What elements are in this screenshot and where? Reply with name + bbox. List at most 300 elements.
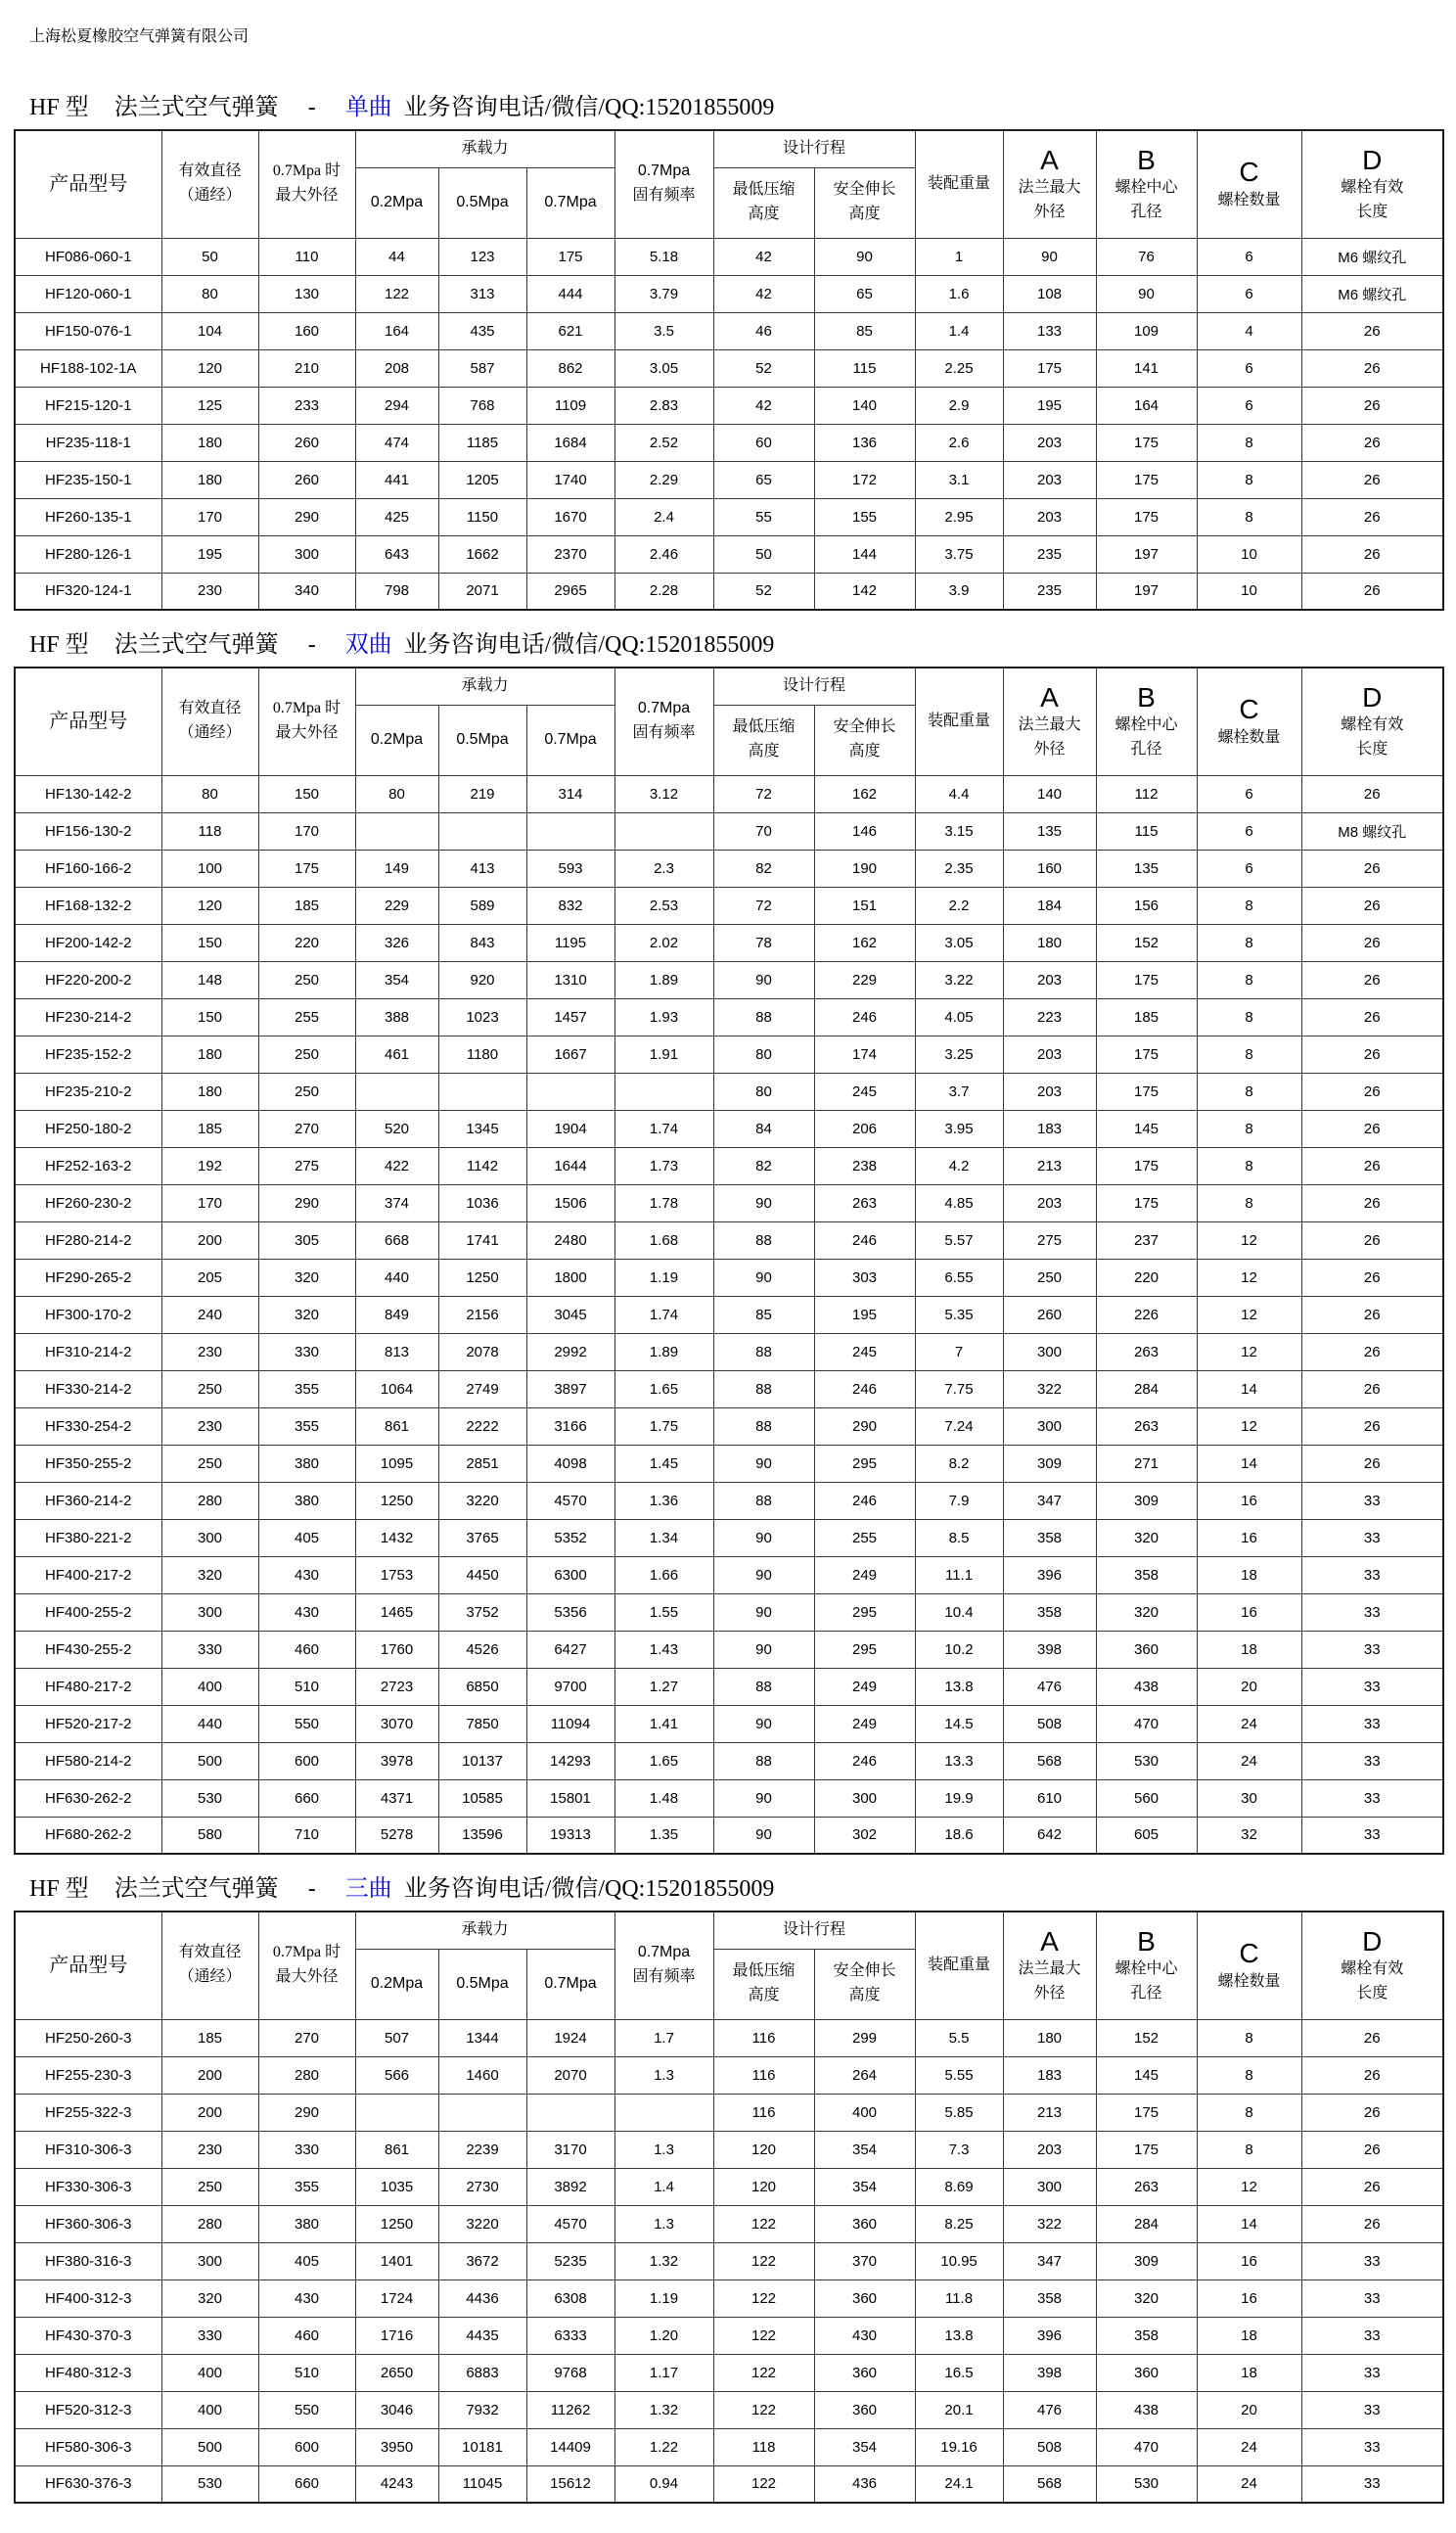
cell-a-flange-max-od: 175 bbox=[1003, 349, 1096, 387]
cell-load-05mpa: 3765 bbox=[438, 1519, 526, 1556]
cell-load-05mpa: 10585 bbox=[438, 1779, 526, 1817]
cell-d-bolt-effective-length: 26 bbox=[1301, 887, 1443, 924]
cell-d-bolt-effective-length: 26 bbox=[1301, 312, 1443, 349]
cell-load-07mpa: 3045 bbox=[526, 1296, 614, 1333]
col-header-load-07mpa: 0.7Mpa bbox=[526, 705, 614, 775]
cell-safe-extended-height: 136 bbox=[814, 424, 915, 461]
cell-load-05mpa: 587 bbox=[438, 349, 526, 387]
cell-d-bolt-effective-length: 26 bbox=[1301, 1445, 1443, 1482]
cell-load-02mpa: 4371 bbox=[355, 1779, 438, 1817]
cell-assembly-weight: 5.85 bbox=[915, 2094, 1003, 2131]
cell-natural-frequency: 1.73 bbox=[614, 1147, 713, 1184]
cell-product-model: HF235-118-1 bbox=[15, 424, 161, 461]
cell-load-05mpa: 1741 bbox=[438, 1221, 526, 1259]
cell-load-07mpa: 314 bbox=[526, 775, 614, 812]
cell-assembly-weight: 7.3 bbox=[915, 2131, 1003, 2168]
col-header-max-outer-diameter: 0.7Mpa 时 最大外径 bbox=[258, 668, 355, 775]
cell-load-02mpa: 208 bbox=[355, 349, 438, 387]
cell-load-05mpa: 1250 bbox=[438, 1259, 526, 1296]
cell-d-bolt-effective-length: 26 bbox=[1301, 1407, 1443, 1445]
cell-load-07mpa: 832 bbox=[526, 887, 614, 924]
cell-d-bolt-effective-length: 33 bbox=[1301, 2465, 1443, 2503]
cell-natural-frequency: 1.43 bbox=[614, 1631, 713, 1668]
cell-b-bolt-circle-diameter: 175 bbox=[1096, 2094, 1197, 2131]
table-row bbox=[15, 1482, 1443, 1519]
title-contact-info: 业务咨询电话/微信/QQ:15201855009 bbox=[403, 632, 775, 658]
col-header-b-bolt-circle-diameter: B 螺栓中心 孔径 bbox=[1096, 130, 1197, 238]
col-header-effective-diameter: 有效直径 （通经） bbox=[161, 668, 258, 775]
cell-load-02mpa bbox=[355, 1073, 438, 1110]
cell-d-bolt-effective-length: 26 bbox=[1301, 2056, 1443, 2094]
cell-a-flange-max-od: 203 bbox=[1003, 1073, 1096, 1110]
cell-effective-diameter: 185 bbox=[161, 1110, 258, 1147]
cell-c-bolt-count: 12 bbox=[1197, 1407, 1301, 1445]
cell-effective-diameter: 195 bbox=[161, 535, 258, 573]
cell-assembly-weight: 3.15 bbox=[915, 812, 1003, 850]
cell-load-05mpa: 2071 bbox=[438, 573, 526, 610]
cell-min-compressed-height: 88 bbox=[713, 1482, 814, 1519]
cell-natural-frequency: 1.35 bbox=[614, 1817, 713, 1854]
cell-safe-extended-height: 140 bbox=[814, 387, 915, 424]
cell-safe-extended-height: 249 bbox=[814, 1668, 915, 1705]
cell-safe-extended-height: 360 bbox=[814, 2205, 915, 2242]
cell-assembly-weight: 4.4 bbox=[915, 775, 1003, 812]
cell-load-02mpa: 643 bbox=[355, 535, 438, 573]
col-header-d-bolt-effective-length: D 螺栓有效 长度 bbox=[1301, 130, 1443, 238]
cell-min-compressed-height: 70 bbox=[713, 812, 814, 850]
cell-load-05mpa: 1185 bbox=[438, 424, 526, 461]
cell-b-bolt-circle-diameter: 237 bbox=[1096, 1221, 1197, 1259]
cell-load-05mpa: 4436 bbox=[438, 2280, 526, 2317]
cell-load-02mpa: 1250 bbox=[355, 1482, 438, 1519]
cell-effective-diameter: 200 bbox=[161, 1221, 258, 1259]
cell-max-outer-diameter: 380 bbox=[258, 2205, 355, 2242]
cell-effective-diameter: 300 bbox=[161, 1519, 258, 1556]
cell-natural-frequency: 1.65 bbox=[614, 1370, 713, 1407]
cell-max-outer-diameter: 150 bbox=[258, 775, 355, 812]
cell-load-05mpa: 1180 bbox=[438, 1036, 526, 1073]
cell-d-bolt-effective-length: 26 bbox=[1301, 573, 1443, 610]
cell-b-bolt-circle-diameter: 175 bbox=[1096, 498, 1197, 535]
cell-d-bolt-effective-length: 33 bbox=[1301, 1482, 1443, 1519]
col-header-load-capacity: 承载力 bbox=[355, 668, 614, 705]
cell-min-compressed-height: 90 bbox=[713, 1259, 814, 1296]
cell-load-05mpa: 6883 bbox=[438, 2354, 526, 2391]
cell-load-07mpa: 15612 bbox=[526, 2465, 614, 2503]
cell-d-bolt-effective-length: 33 bbox=[1301, 2428, 1443, 2465]
cell-natural-frequency: 1.89 bbox=[614, 961, 713, 998]
spec-table-header bbox=[15, 1911, 1443, 2019]
table-row bbox=[15, 2131, 1443, 2168]
table-row bbox=[15, 1817, 1443, 1854]
cell-min-compressed-height: 88 bbox=[713, 1407, 814, 1445]
cell-load-07mpa: 2370 bbox=[526, 535, 614, 573]
cell-load-05mpa: 3752 bbox=[438, 1593, 526, 1631]
cell-a-flange-max-od: 300 bbox=[1003, 2168, 1096, 2205]
col-header-load-02mpa: 0.2Mpa bbox=[355, 167, 438, 238]
cell-load-07mpa: 1667 bbox=[526, 1036, 614, 1073]
cell-product-model: HF200-142-2 bbox=[15, 924, 161, 961]
table-row bbox=[15, 1370, 1443, 1407]
table-row bbox=[15, 2317, 1443, 2354]
table-row bbox=[15, 2354, 1443, 2391]
cell-effective-diameter: 400 bbox=[161, 2354, 258, 2391]
cell-product-model: HF310-214-2 bbox=[15, 1333, 161, 1370]
cell-safe-extended-height: 246 bbox=[814, 998, 915, 1036]
cell-max-outer-diameter: 320 bbox=[258, 1259, 355, 1296]
cell-d-bolt-effective-length: 26 bbox=[1301, 1221, 1443, 1259]
cell-c-bolt-count: 16 bbox=[1197, 1593, 1301, 1631]
cell-load-02mpa: 1401 bbox=[355, 2242, 438, 2280]
cell-min-compressed-height: 120 bbox=[713, 2168, 814, 2205]
col-header-design-stroke: 设计行程 bbox=[713, 130, 915, 167]
cell-max-outer-diameter: 380 bbox=[258, 1445, 355, 1482]
cell-c-bolt-count: 6 bbox=[1197, 387, 1301, 424]
cell-load-02mpa: 1760 bbox=[355, 1631, 438, 1668]
cell-safe-extended-height: 162 bbox=[814, 924, 915, 961]
cell-natural-frequency: 1.41 bbox=[614, 1705, 713, 1742]
table-row bbox=[15, 887, 1443, 924]
col-header-product-model: 产品型号 bbox=[15, 130, 161, 238]
cell-load-05mpa: 589 bbox=[438, 887, 526, 924]
cell-effective-diameter: 80 bbox=[161, 275, 258, 312]
cell-assembly-weight: 8.69 bbox=[915, 2168, 1003, 2205]
cell-b-bolt-circle-diameter: 358 bbox=[1096, 1556, 1197, 1593]
cell-assembly-weight: 16.5 bbox=[915, 2354, 1003, 2391]
cell-product-model: HF255-322-3 bbox=[15, 2094, 161, 2131]
spec-table bbox=[14, 1911, 1444, 2504]
cell-load-02mpa: 164 bbox=[355, 312, 438, 349]
cell-assembly-weight: 4.2 bbox=[915, 1147, 1003, 1184]
cell-a-flange-max-od: 183 bbox=[1003, 1110, 1096, 1147]
col-header-safe-extended-height: 安全伸长 高度 bbox=[814, 1949, 915, 2019]
cell-c-bolt-count: 18 bbox=[1197, 2317, 1301, 2354]
cell-assembly-weight: 4.85 bbox=[915, 1184, 1003, 1221]
cell-load-05mpa: 123 bbox=[438, 238, 526, 275]
cell-c-bolt-count: 10 bbox=[1197, 535, 1301, 573]
cell-d-bolt-effective-length: 26 bbox=[1301, 2094, 1443, 2131]
section-title bbox=[29, 87, 1442, 121]
col-header-assembly-weight: 装配重量 bbox=[915, 130, 1003, 238]
cell-product-model: HF250-260-3 bbox=[15, 2019, 161, 2056]
cell-safe-extended-height: 245 bbox=[814, 1073, 915, 1110]
cell-d-bolt-effective-length: 26 bbox=[1301, 1184, 1443, 1221]
cell-a-flange-max-od: 180 bbox=[1003, 2019, 1096, 2056]
cell-natural-frequency: 1.3 bbox=[614, 2056, 713, 2094]
cell-natural-frequency: 1.74 bbox=[614, 1110, 713, 1147]
cell-max-outer-diameter: 255 bbox=[258, 998, 355, 1036]
cell-safe-extended-height: 151 bbox=[814, 887, 915, 924]
cell-c-bolt-count: 18 bbox=[1197, 2354, 1301, 2391]
cell-load-05mpa: 13596 bbox=[438, 1817, 526, 1854]
cell-effective-diameter: 104 bbox=[161, 312, 258, 349]
title-product-name: 法兰式空气弹簧 bbox=[114, 95, 279, 120]
cell-effective-diameter: 330 bbox=[161, 1631, 258, 1668]
cell-effective-diameter: 170 bbox=[161, 498, 258, 535]
cell-min-compressed-height: 90 bbox=[713, 961, 814, 998]
cell-natural-frequency: 1.75 bbox=[614, 1407, 713, 1445]
cell-effective-diameter: 400 bbox=[161, 2391, 258, 2428]
cell-b-bolt-circle-diameter: 145 bbox=[1096, 1110, 1197, 1147]
cell-effective-diameter: 118 bbox=[161, 812, 258, 850]
cell-min-compressed-height: 122 bbox=[713, 2317, 814, 2354]
col-header-d-bolt-effective-length: D 螺栓有效 长度 bbox=[1301, 1911, 1443, 2019]
cell-c-bolt-count: 8 bbox=[1197, 1147, 1301, 1184]
cell-load-02mpa: 149 bbox=[355, 850, 438, 887]
title-dash: - bbox=[307, 1876, 316, 1902]
cell-b-bolt-circle-diameter: 175 bbox=[1096, 1073, 1197, 1110]
table-row bbox=[15, 1593, 1443, 1631]
cell-max-outer-diameter: 280 bbox=[258, 2056, 355, 2094]
cell-natural-frequency: 2.52 bbox=[614, 424, 713, 461]
cell-c-bolt-count: 8 bbox=[1197, 424, 1301, 461]
cell-load-05mpa: 1036 bbox=[438, 1184, 526, 1221]
col-header-assembly-weight: 装配重量 bbox=[915, 668, 1003, 775]
cell-min-compressed-height: 122 bbox=[713, 2205, 814, 2242]
cell-safe-extended-height: 65 bbox=[814, 275, 915, 312]
cell-load-05mpa: 7932 bbox=[438, 2391, 526, 2428]
cell-natural-frequency: 1.93 bbox=[614, 998, 713, 1036]
table-row bbox=[15, 312, 1443, 349]
table-row bbox=[15, 1333, 1443, 1370]
cell-natural-frequency: 1.91 bbox=[614, 1036, 713, 1073]
cell-d-bolt-effective-length: 26 bbox=[1301, 1296, 1443, 1333]
cell-a-flange-max-od: 309 bbox=[1003, 1445, 1096, 1482]
table-row bbox=[15, 424, 1443, 461]
cell-c-bolt-count: 8 bbox=[1197, 887, 1301, 924]
cell-product-model: HF630-262-2 bbox=[15, 1779, 161, 1817]
cell-d-bolt-effective-length: 26 bbox=[1301, 1333, 1443, 1370]
cell-assembly-weight: 2.25 bbox=[915, 349, 1003, 387]
cell-load-02mpa: 425 bbox=[355, 498, 438, 535]
col-header-natural-frequency: 0.7Mpa 固有频率 bbox=[614, 1911, 713, 2019]
cell-c-bolt-count: 6 bbox=[1197, 275, 1301, 312]
cell-d-bolt-effective-length: 33 bbox=[1301, 1556, 1443, 1593]
cell-min-compressed-height: 80 bbox=[713, 1036, 814, 1073]
cell-b-bolt-circle-diameter: 226 bbox=[1096, 1296, 1197, 1333]
cell-load-02mpa: 374 bbox=[355, 1184, 438, 1221]
cell-min-compressed-height: 88 bbox=[713, 1668, 814, 1705]
cell-min-compressed-height: 85 bbox=[713, 1296, 814, 1333]
cell-d-bolt-effective-length: 26 bbox=[1301, 1370, 1443, 1407]
cell-min-compressed-height: 122 bbox=[713, 2391, 814, 2428]
cell-c-bolt-count: 8 bbox=[1197, 961, 1301, 998]
cell-assembly-weight: 20.1 bbox=[915, 2391, 1003, 2428]
spec-table bbox=[14, 129, 1444, 611]
cell-safe-extended-height: 370 bbox=[814, 2242, 915, 2280]
col-header-natural-frequency: 0.7Mpa 固有频率 bbox=[614, 668, 713, 775]
cell-assembly-weight: 1 bbox=[915, 238, 1003, 275]
cell-b-bolt-circle-diameter: 152 bbox=[1096, 2019, 1197, 2056]
cell-assembly-weight: 6.55 bbox=[915, 1259, 1003, 1296]
cell-b-bolt-circle-diameter: 358 bbox=[1096, 2317, 1197, 2354]
cell-load-07mpa: 6308 bbox=[526, 2280, 614, 2317]
col-header-load-capacity: 承载力 bbox=[355, 130, 614, 167]
title-product-name: 法兰式空气弹簧 bbox=[114, 1876, 279, 1902]
cell-natural-frequency: 2.28 bbox=[614, 573, 713, 610]
cell-load-05mpa: 2156 bbox=[438, 1296, 526, 1333]
cell-load-07mpa: 1109 bbox=[526, 387, 614, 424]
table-row bbox=[15, 1184, 1443, 1221]
cell-product-model: HF280-126-1 bbox=[15, 535, 161, 573]
col-header-min-compressed-height: 最低压缩 高度 bbox=[713, 1949, 814, 2019]
cell-a-flange-max-od: 508 bbox=[1003, 1705, 1096, 1742]
cell-safe-extended-height: 90 bbox=[814, 238, 915, 275]
cell-d-bolt-effective-length: 33 bbox=[1301, 1631, 1443, 1668]
cell-a-flange-max-od: 568 bbox=[1003, 1742, 1096, 1779]
cell-effective-diameter: 530 bbox=[161, 1779, 258, 1817]
cell-load-02mpa: 1753 bbox=[355, 1556, 438, 1593]
cell-d-bolt-effective-length: 33 bbox=[1301, 1519, 1443, 1556]
cell-a-flange-max-od: 184 bbox=[1003, 887, 1096, 924]
cell-c-bolt-count: 24 bbox=[1197, 1705, 1301, 1742]
cell-c-bolt-count: 16 bbox=[1197, 1519, 1301, 1556]
cell-load-07mpa: 3170 bbox=[526, 2131, 614, 2168]
col-header-natural-frequency: 0.7Mpa 固有频率 bbox=[614, 130, 713, 238]
cell-min-compressed-height: 116 bbox=[713, 2019, 814, 2056]
col-header-design-stroke: 设计行程 bbox=[713, 1911, 915, 1949]
cell-min-compressed-height: 46 bbox=[713, 312, 814, 349]
cell-b-bolt-circle-diameter: 141 bbox=[1096, 349, 1197, 387]
cell-max-outer-diameter: 430 bbox=[258, 1593, 355, 1631]
cell-assembly-weight: 7.9 bbox=[915, 1482, 1003, 1519]
cell-natural-frequency: 1.7 bbox=[614, 2019, 713, 2056]
cell-load-05mpa: 219 bbox=[438, 775, 526, 812]
cell-a-flange-max-od: 260 bbox=[1003, 1296, 1096, 1333]
cell-c-bolt-count: 8 bbox=[1197, 1036, 1301, 1073]
cell-safe-extended-height: 354 bbox=[814, 2428, 915, 2465]
cell-a-flange-max-od: 235 bbox=[1003, 573, 1096, 610]
cell-load-02mpa: 294 bbox=[355, 387, 438, 424]
cell-load-02mpa: 326 bbox=[355, 924, 438, 961]
cell-product-model: HF320-124-1 bbox=[15, 573, 161, 610]
cell-min-compressed-height: 116 bbox=[713, 2094, 814, 2131]
cell-max-outer-diameter: 355 bbox=[258, 2168, 355, 2205]
cell-a-flange-max-od: 250 bbox=[1003, 1259, 1096, 1296]
cell-c-bolt-count: 24 bbox=[1197, 2465, 1301, 2503]
cell-natural-frequency: 2.3 bbox=[614, 850, 713, 887]
cell-max-outer-diameter: 660 bbox=[258, 2465, 355, 2503]
cell-max-outer-diameter: 600 bbox=[258, 2428, 355, 2465]
cell-min-compressed-height: 60 bbox=[713, 424, 814, 461]
cell-max-outer-diameter: 300 bbox=[258, 535, 355, 573]
cell-load-02mpa: 668 bbox=[355, 1221, 438, 1259]
cell-min-compressed-height: 116 bbox=[713, 2056, 814, 2094]
cell-effective-diameter: 50 bbox=[161, 238, 258, 275]
cell-load-07mpa: 14409 bbox=[526, 2428, 614, 2465]
table-row bbox=[15, 2465, 1443, 2503]
cell-min-compressed-height: 90 bbox=[713, 1556, 814, 1593]
table-row bbox=[15, 1147, 1443, 1184]
cell-load-07mpa: 9700 bbox=[526, 1668, 614, 1705]
cell-load-07mpa: 444 bbox=[526, 275, 614, 312]
cell-safe-extended-height: 264 bbox=[814, 2056, 915, 2094]
table-row bbox=[15, 1036, 1443, 1073]
cell-d-bolt-effective-length: 26 bbox=[1301, 1147, 1443, 1184]
cell-a-flange-max-od: 300 bbox=[1003, 1333, 1096, 1370]
cell-natural-frequency bbox=[614, 2094, 713, 2131]
cell-effective-diameter: 400 bbox=[161, 1668, 258, 1705]
cell-load-05mpa: 3220 bbox=[438, 1482, 526, 1519]
table-row bbox=[15, 2391, 1443, 2428]
cell-min-compressed-height: 88 bbox=[713, 1742, 814, 1779]
cell-b-bolt-circle-diameter: 197 bbox=[1096, 573, 1197, 610]
cell-load-02mpa: 122 bbox=[355, 275, 438, 312]
cell-load-05mpa: 768 bbox=[438, 387, 526, 424]
cell-safe-extended-height: 299 bbox=[814, 2019, 915, 2056]
company-name: 上海松夏橡胶空气弹簧有限公司 bbox=[29, 28, 250, 45]
cell-load-02mpa: 1716 bbox=[355, 2317, 438, 2354]
col-header-load-capacity: 承载力 bbox=[355, 1911, 614, 1949]
cell-load-07mpa: 1684 bbox=[526, 424, 614, 461]
cell-a-flange-max-od: 223 bbox=[1003, 998, 1096, 1036]
cell-load-02mpa: 3950 bbox=[355, 2428, 438, 2465]
cell-a-flange-max-od: 398 bbox=[1003, 2354, 1096, 2391]
col-header-load-07mpa: 0.7Mpa bbox=[526, 167, 614, 238]
cell-load-07mpa: 1457 bbox=[526, 998, 614, 1036]
cell-load-07mpa: 175 bbox=[526, 238, 614, 275]
cell-load-02mpa: 849 bbox=[355, 1296, 438, 1333]
cell-product-model: HF400-312-3 bbox=[15, 2280, 161, 2317]
cell-load-07mpa: 19313 bbox=[526, 1817, 614, 1854]
cell-d-bolt-effective-length: 33 bbox=[1301, 1593, 1443, 1631]
col-header-safe-extended-height: 安全伸长 高度 bbox=[814, 167, 915, 238]
cell-load-02mpa: 861 bbox=[355, 1407, 438, 1445]
cell-load-02mpa: 354 bbox=[355, 961, 438, 998]
cell-a-flange-max-od: 396 bbox=[1003, 2317, 1096, 2354]
table-row bbox=[15, 1073, 1443, 1110]
cell-effective-diameter: 100 bbox=[161, 850, 258, 887]
cell-assembly-weight: 5.35 bbox=[915, 1296, 1003, 1333]
cell-d-bolt-effective-length: 33 bbox=[1301, 2354, 1443, 2391]
cell-max-outer-diameter: 250 bbox=[258, 1073, 355, 1110]
cell-load-05mpa: 1345 bbox=[438, 1110, 526, 1147]
cell-load-02mpa: 4243 bbox=[355, 2465, 438, 2503]
cell-d-bolt-effective-length: 26 bbox=[1301, 349, 1443, 387]
cell-product-model: HF400-217-2 bbox=[15, 1556, 161, 1593]
cell-load-05mpa: 3220 bbox=[438, 2205, 526, 2242]
cell-safe-extended-height: 302 bbox=[814, 1817, 915, 1854]
cell-load-05mpa: 435 bbox=[438, 312, 526, 349]
cell-safe-extended-height: 354 bbox=[814, 2131, 915, 2168]
cell-natural-frequency: 1.32 bbox=[614, 2391, 713, 2428]
spec-table-body bbox=[15, 2019, 1443, 2503]
cell-min-compressed-height: 84 bbox=[713, 1110, 814, 1147]
cell-d-bolt-effective-length: 33 bbox=[1301, 2242, 1443, 2280]
cell-b-bolt-circle-diameter: 284 bbox=[1096, 1370, 1197, 1407]
spec-table bbox=[14, 667, 1444, 1855]
cell-d-bolt-effective-length: 33 bbox=[1301, 2317, 1443, 2354]
cell-assembly-weight: 13.8 bbox=[915, 2317, 1003, 2354]
cell-safe-extended-height: 249 bbox=[814, 1705, 915, 1742]
cell-min-compressed-height: 122 bbox=[713, 2280, 814, 2317]
cell-d-bolt-effective-length: M6 螺纹孔 bbox=[1301, 238, 1443, 275]
cell-load-07mpa: 15801 bbox=[526, 1779, 614, 1817]
cell-safe-extended-height: 155 bbox=[814, 498, 915, 535]
cell-c-bolt-count: 32 bbox=[1197, 1817, 1301, 1854]
cell-max-outer-diameter: 260 bbox=[258, 424, 355, 461]
cell-min-compressed-height: 82 bbox=[713, 850, 814, 887]
cell-min-compressed-height: 90 bbox=[713, 1779, 814, 1817]
cell-assembly-weight: 7 bbox=[915, 1333, 1003, 1370]
cell-safe-extended-height: 249 bbox=[814, 1556, 915, 1593]
cell-max-outer-diameter: 380 bbox=[258, 1482, 355, 1519]
title-dash: - bbox=[307, 95, 316, 120]
cell-max-outer-diameter: 270 bbox=[258, 1110, 355, 1147]
cell-effective-diameter: 200 bbox=[161, 2094, 258, 2131]
cell-effective-diameter: 150 bbox=[161, 924, 258, 961]
cell-effective-diameter: 230 bbox=[161, 573, 258, 610]
